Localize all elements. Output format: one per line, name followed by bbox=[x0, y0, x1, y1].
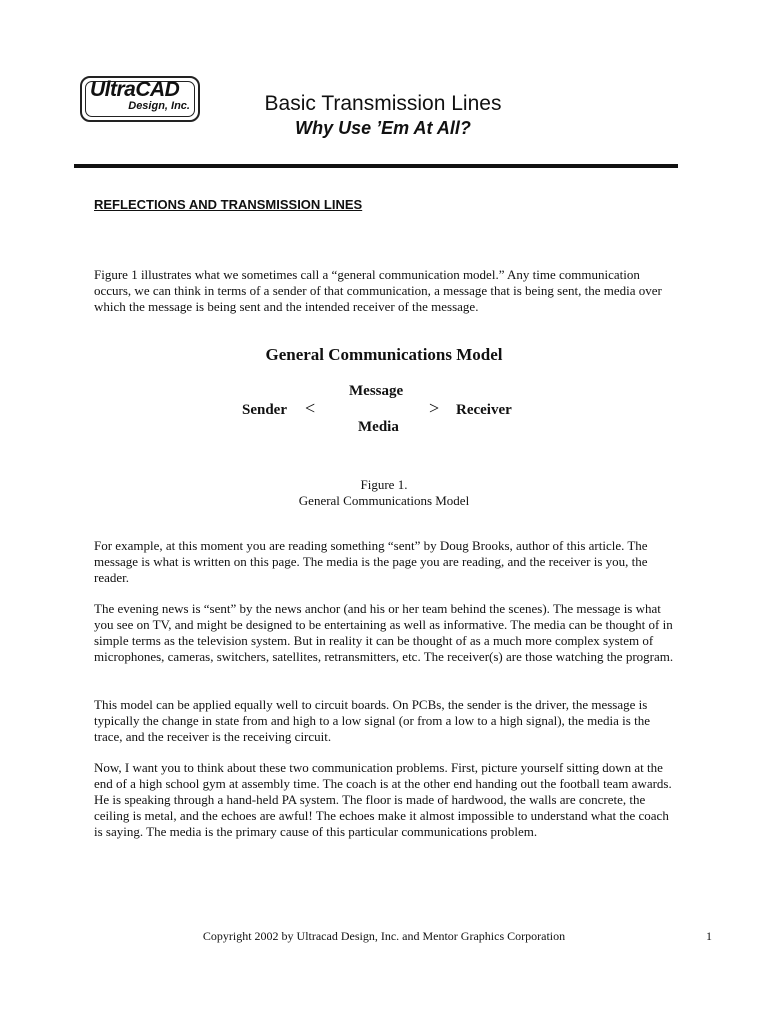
diagram-message: Message bbox=[349, 383, 404, 399]
diagram-greater-than: > bbox=[429, 398, 440, 418]
paragraph-evening-news: The evening news is “sent” by the news anchor (and his or her team behind the scenes). The message is what you see on TV, and might be designed to be entertaining as well as informative. The media can be thought of in simple terms as the television system. But in reality it can be thought of as a much more complex system of microphones, cameras, switchers, satellites, retransmitters, etc. The receiver(s) are those watching the program. bbox=[94, 601, 674, 664]
footer-copyright: Copyright 2002 by Ultracad Design, Inc. and Mentor Graphics Corporation bbox=[202, 929, 566, 943]
paragraph-gym-example: Now, I want you to think about these two communication problems. First, picture yourself sitting down at the end of a high school gym at assembly time. The coach is at the other end handing out the football team awards. He is speaking through a hand-held PA system. The floor is made of hardwood, the walls are concrete, the ceiling is metal, and the echoes are awful! The echoes make it almost impossible to understand what the coach is saying. The media is the primary cause of this particular communications problem. bbox=[94, 760, 672, 839]
diagram-sender: Sender bbox=[242, 402, 287, 418]
document-subtitle: Why Use ’Em At All? bbox=[295, 118, 471, 138]
paragraph-circuit-boards: This model can be applied equally well to circuit boards. On PCBs, the sender is the driver, the message is typically the change in state from and high to a low signal (or from a low to a high signal), the media is the trace, and the receiver is the receiving circuit. bbox=[94, 697, 650, 744]
page-number: 1 bbox=[706, 929, 712, 943]
diagram-receiver: Receiver bbox=[456, 402, 512, 418]
diagram-media: Media bbox=[358, 419, 399, 435]
header-divider bbox=[74, 164, 678, 168]
ultracad-logo bbox=[80, 76, 200, 122]
section-heading: REFLECTIONS AND TRANSMISSION LINES bbox=[94, 197, 363, 212]
paragraph-intro: Figure 1 illustrates what we sometimes call a “general communication model.” Any time communication occurs, we can think in terms of a sender of that communication, a message that is being sent, the media over which the message is being sent and the intended receiver of the message. bbox=[94, 267, 662, 314]
figure-caption-title: General Communications Model bbox=[298, 493, 470, 508]
diagram-less-than: < bbox=[305, 398, 316, 418]
paragraph-example: For example, at this moment you are reading something “sent” by Doug Brooks, author of this article. The message is what is written on this page. The media is the page you are reading, and the receiver is you, the reader. bbox=[94, 538, 648, 585]
logo-main-text: UltraCAD bbox=[90, 78, 180, 101]
figure-caption-number: Figure 1. bbox=[360, 477, 408, 492]
document-title: Basic Transmission Lines bbox=[264, 92, 502, 115]
logo-sub-text: Design, Inc. bbox=[128, 100, 190, 112]
diagram-title: General Communications Model bbox=[265, 345, 503, 364]
